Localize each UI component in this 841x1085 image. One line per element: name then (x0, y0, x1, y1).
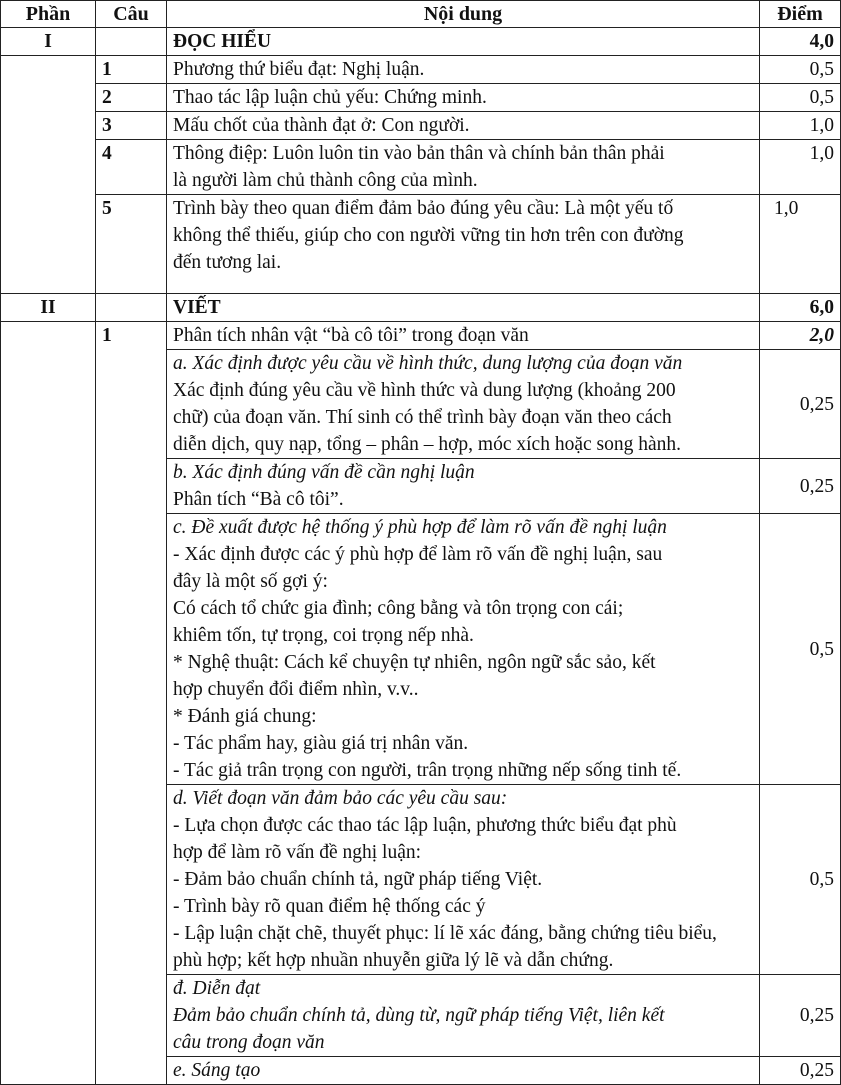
criterion-line: - Tác phẩm hay, giàu giá trị nhân văn. (173, 733, 469, 754)
criterion-score: 0,5 (760, 785, 841, 975)
section-score: 6,0 (760, 294, 841, 322)
criterion-line: Đảm bảo chuẩn chính tả, dùng từ, ngữ pháp tiếng Việt, liên kết (173, 1005, 665, 1026)
criterion-content (167, 975, 760, 1057)
question-answer: Thao tác lập luận chủ yếu: Chứng minh. (167, 84, 760, 112)
criterion-score: 0,25 (760, 1057, 841, 1085)
question-row (1, 140, 841, 195)
question-number: 1 (96, 56, 167, 84)
criterion-content (167, 514, 760, 785)
criterion-line: Xác định đúng yêu cầu về hình thức và dung lượng (khoảng 200 (173, 380, 676, 401)
criterion-score: 0,5 (760, 514, 841, 785)
criterion-line: diễn dịch, quy nạp, tổng – phân – hợp, móc xích hoặc song hành. (173, 434, 682, 455)
answer-line: đến tương lai. (173, 252, 282, 273)
question-score: 0,5 (760, 56, 841, 84)
criterion-score: 0,25 (760, 350, 841, 459)
question-number: 1 (96, 322, 167, 1085)
empty-cell (96, 28, 167, 56)
question-number: 3 (96, 112, 167, 140)
header-row (1, 1, 841, 28)
question-row (1, 56, 841, 84)
criterion-line: câu trong đoạn văn (173, 1032, 325, 1053)
criterion-line: đây là một số gợi ý: (173, 571, 328, 592)
criterion-heading: đ. Diễn đạt (173, 978, 261, 999)
criterion-line: - Xác định được các ý phù hợp để làm rõ vấn đề nghị luận, sau (173, 544, 663, 565)
criterion-heading: b. Xác định đúng vấn đề cần nghị luận (173, 462, 475, 483)
question-answer: Mấu chốt của thành đạt ở: Con người. (167, 112, 760, 140)
criterion-line: khiêm tốn, tự trọng, coi trọng nếp nhà. (173, 625, 474, 646)
question-answer (167, 195, 760, 294)
question-score: 1,0 (760, 140, 841, 195)
section-title: ĐỌC HIỂU (167, 28, 760, 56)
section-row-reading (1, 28, 841, 56)
criterion-line: Có cách tổ chức gia đình; công bằng và tôn trọng con cái; (173, 598, 624, 619)
question-score: 1,0 (760, 112, 841, 140)
header-question: Câu (96, 1, 167, 28)
question-row (1, 84, 841, 112)
criterion-heading: c. Đề xuất được hệ thống ý phù hợp để làm rõ vấn đề nghị luận (173, 517, 667, 538)
empty-cell (96, 294, 167, 322)
question-score: 1,0 (760, 195, 841, 294)
criterion-line: * Nghệ thuật: Cách kể chuyện tự nhiên, ngôn ngữ sắc sảo, kết (173, 652, 656, 673)
criterion-heading: e. Sáng tạo (167, 1057, 760, 1085)
answer-line: Trình bày theo quan điểm đảm bảo đúng yêu cầu: Là một yếu tố (173, 198, 674, 219)
section-part-number: I (1, 28, 96, 56)
criterion-line: chữ) của đoạn văn. Thí sinh có thể trình bày đoạn văn theo cách (173, 407, 672, 428)
question-score: 2,0 (760, 322, 841, 350)
criterion-content (167, 785, 760, 975)
criterion-line: hợp để làm rõ vấn đề nghị luận: (173, 842, 422, 863)
criterion-line: hợp chuyển đổi điểm nhìn, v.v.. (173, 679, 419, 700)
criterion-line: * Đánh giá chung: (173, 706, 317, 727)
criterion-line: - Đảm bảo chuẩn chính tả, ngữ pháp tiếng Việt. (173, 869, 543, 890)
criterion-line: phù hợp; kết hợp nhuần nhuyễn giữa lý lẽ và dẫn chứng. (173, 950, 614, 971)
question-prompt: Phân tích nhân vật “bà cô tôi” trong đoạn văn (167, 322, 760, 350)
header-part: Phần (1, 1, 96, 28)
header-content: Nội dung (167, 1, 760, 28)
question-number: 4 (96, 140, 167, 195)
criterion-heading: a. Xác định được yêu cầu về hình thức, dung lượng của đoạn văn (173, 353, 683, 374)
question-row (1, 322, 841, 350)
question-score: 0,5 (760, 84, 841, 112)
section-row-writing (1, 294, 841, 322)
section-score: 4,0 (760, 28, 841, 56)
criterion-line: - Tác giả trân trọng con người, trân trọng những nếp sống tinh tế. (173, 760, 682, 781)
question-row (1, 112, 841, 140)
criterion-heading: d. Viết đoạn văn đảm bảo các yêu cầu sau: (173, 788, 508, 809)
criterion-content (167, 350, 760, 459)
empty-cell (1, 56, 96, 294)
header-score: Điểm (760, 1, 841, 28)
question-answer: Phương thứ biểu đạt: Nghị luận. (167, 56, 760, 84)
criterion-line: Phân tích “Bà cô tôi”. (173, 489, 344, 510)
criterion-line: - Lựa chọn được các thao tác lập luận, phương thức biểu đạt phù (173, 815, 677, 836)
answer-line: Thông điệp: Luôn luôn tin vào bản thân và chính bản thân phải (173, 143, 665, 164)
question-row (1, 195, 841, 294)
criterion-score: 0,25 (760, 975, 841, 1057)
empty-cell (1, 322, 96, 1085)
section-title: VIẾT (167, 294, 760, 322)
question-number: 5 (96, 195, 167, 294)
answer-line: không thể thiếu, giúp cho con người vững tin hơn trên con đường (173, 225, 684, 246)
criterion-score: 0,25 (760, 459, 841, 514)
answer-line: là người làm chủ thành công của mình. (173, 170, 478, 191)
question-answer (167, 140, 760, 195)
criterion-content (167, 459, 760, 514)
section-part-number: II (1, 294, 96, 322)
question-number: 2 (96, 84, 167, 112)
criterion-line: - Lập luận chặt chẽ, thuyết phục: lí lẽ xác đáng, bằng chứng tiêu biểu, (173, 923, 717, 944)
criterion-line: - Trình bày rõ quan điểm hệ thống các ý (173, 896, 486, 917)
